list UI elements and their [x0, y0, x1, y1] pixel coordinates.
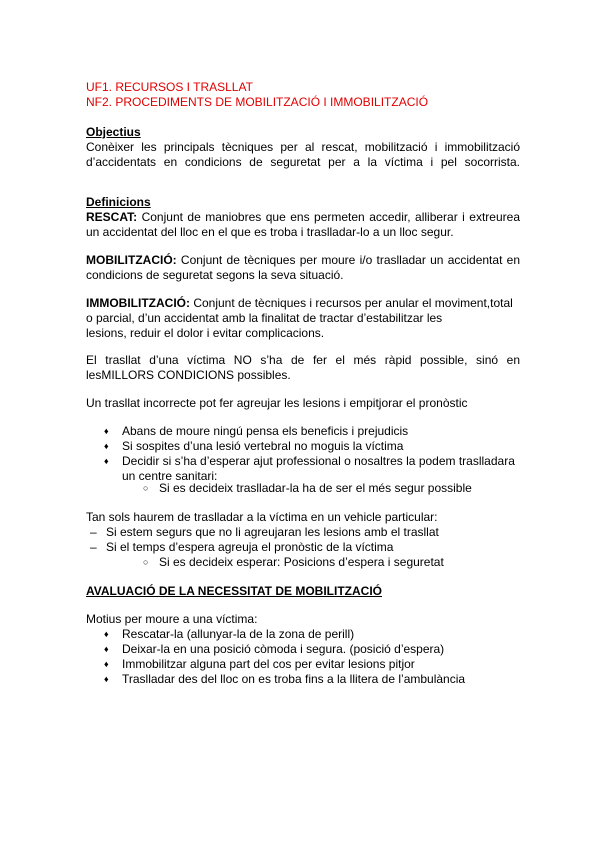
dash-bullet-icon: –: [90, 525, 97, 539]
header-line-2: NF2. PROCEDIMENTS DE MOBILITZACIÓ I IMMOBILITZACIÓ: [86, 95, 429, 109]
mobilitzacio-text: Conjunt de tècniques per moure i/o traslladar un accidentat en condicions de seguretat segons la seva situació.: [86, 253, 520, 282]
dash-bullet-icon: –: [90, 540, 97, 554]
list-item: ♦ Si sospites d’una lesió vertebral no moguis la víctima: [104, 439, 404, 453]
list-item: ♦ Decidir si s’ha d’esperar ajut professional o nosaltres la podem traslladara un centre sanitari:: [104, 454, 515, 483]
list-item: ○ Si es decideix traslladar-la ha de ser el més segur possible: [143, 481, 472, 495]
immobilitzacio-line-3: lesions, reduir el dolor i evitar complicacions.: [86, 326, 325, 340]
immobilitzacio-term: IMMOBILITZACIÓ:: [86, 296, 190, 310]
mobilitzacio-term: MOBILITZACIÓ:: [86, 253, 177, 267]
avaluacio-intro: Motius per moure a una víctima:: [86, 612, 258, 626]
avaluacio-bullet-list: [104, 627, 524, 687]
circle-bullet-icon: ○: [143, 483, 149, 493]
diamond-bullet-icon: ♦: [104, 456, 109, 466]
diamond-bullet-icon: ♦: [104, 659, 109, 669]
diamond-bullet-icon: ♦: [104, 629, 109, 639]
diamond-bullet-icon: ♦: [104, 674, 109, 684]
vehicle-sub-list: [143, 555, 523, 570]
immobilitzacio-definition: [86, 296, 520, 341]
list-item: ♦ Deixar-la en una posició còmoda i segura. (posició d’espera): [104, 642, 445, 656]
trasllat-paragraph: El trasllat d’una víctima NO s’ha de fer el més ràpid possible, sinó en lesMILLORS CONDICIONS possibles.: [86, 353, 520, 382]
vehicle-intro: Tan sols haurem de traslladar a la víctima en un vehicle particular:: [86, 510, 438, 524]
mobilitzacio-definition: [86, 253, 520, 283]
list-item: – Si el temps d’espera agreuja el pronòstic de la víctima: [90, 540, 394, 554]
diamond-bullet-icon: ♦: [104, 441, 109, 451]
list-item: ♦ Traslladar des del lloc on es troba fins a la llitera de l’ambulància: [104, 672, 466, 686]
vehicle-dash-list: [86, 525, 520, 555]
list-item: ○ Si es decideix esperar: Posicions d’espera i seguretat: [143, 555, 444, 569]
list-item: – Si estem segurs que no li agreujaran les lesions amb el trasllat: [90, 525, 439, 539]
rescat-definition: [86, 210, 520, 240]
trasllat-incorrect: Un trasllat incorrecte pot fer agreujar les lesions i empitjorar el pronòstic: [86, 396, 468, 410]
trasllat-sub-list: [143, 481, 523, 496]
immobilitzacio-line-2: o parcial, d’un accidentat amb la finalitat de tractar d’estabilitzar les: [86, 311, 443, 325]
avaluacio-heading: AVALUACIÓ DE LA NECESSITAT DE MOBILITZACIÓ: [86, 584, 382, 598]
objectius-heading: Objectius: [86, 125, 141, 139]
objectius-text: Conèixer les principals tècniques per al rescat, mobilització i immobilització d’accidentats en condicions de seguretat per a la víctima i pel socorrista.: [86, 140, 520, 169]
rescat-text: Conjunt de maniobres que ens permeten accedir, alliberar i extreurea un accidentat del lloc en el que es troba i traslladar-lo a un lloc segur.: [86, 210, 520, 239]
diamond-bullet-icon: ♦: [104, 644, 109, 654]
list-item: ♦ Rescatar-la (allunyar-la de la zona de perill): [104, 627, 355, 641]
immobilitzacio-line-1: Conjunt de tècniques i recursos per anular el moviment,total: [189, 296, 513, 310]
header-line-1: UF1. RECURSOS I TRASLLAT: [86, 80, 253, 94]
trasllat-bullet-list: [104, 424, 524, 484]
circle-bullet-icon: ○: [143, 557, 149, 567]
diamond-bullet-icon: ♦: [104, 426, 109, 436]
definicions-heading: Definicions: [86, 195, 151, 209]
list-item: ♦ Immobilitzar alguna part del cos per evitar lesions pitjor: [104, 657, 415, 671]
rescat-term: RESCAT:: [86, 210, 138, 224]
list-item: ♦ Abans de moure ningú pensa els beneficis i prejudicis: [104, 424, 409, 438]
